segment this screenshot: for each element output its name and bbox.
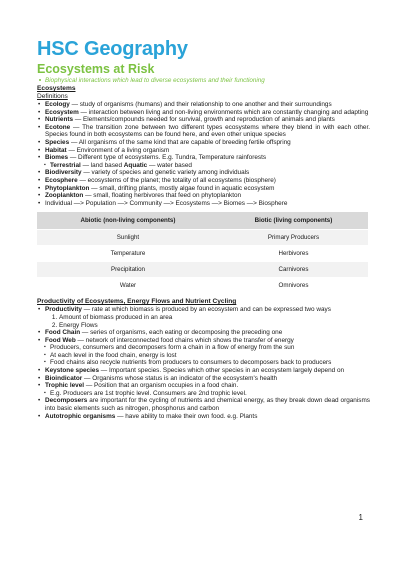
list-item: • Ecosystem — interaction between living and non-living environments which are constantly changing and adapting — [37, 109, 370, 117]
list-item: • Food Web — network of interconnected food chains which shows the transfer of energy — [37, 337, 370, 345]
table-row — [37, 230, 368, 246]
table-cell: Omnivores — [219, 278, 368, 294]
productivity-list — [37, 306, 370, 314]
list-item: • Phytoplankton — small, drifting plants, mostly algae found in aquatic ecosystem — [37, 185, 370, 193]
list-item: • Biodiversity — variety of species and genetic variety among individuals — [37, 169, 370, 177]
list-item: • Productivity — rate at which biomass is produced by an ecosystem and can be expressed two ways — [37, 306, 370, 314]
definitions-list — [37, 101, 370, 207]
numbered-item: 1. Amount of biomass produced in an area — [59, 314, 370, 322]
productivity-ways-list — [37, 314, 370, 329]
list-subitem: ▪ Food chains also recycle nutrients from producers to consumers to decomposers back to producers — [37, 359, 370, 367]
topic-title: Ecosystems at Risk — [37, 62, 155, 76]
subheading-definitions: Definitions — [37, 93, 68, 100]
list-item: • Nutrients — Elements/compounds needed for survival, growth and reproduction of animals and plants — [37, 116, 370, 124]
table-cell: Primary Producers — [219, 230, 368, 246]
list-subitem: ▪ At each level in the food chain, energy is lost — [37, 352, 370, 360]
list-item: • Ecotone — The transition zone between two different types ecosystems where they blend in with each other. Species found in both ecosystems can be found here, and even other unique species — [37, 124, 370, 139]
table-cell: Water — [37, 278, 219, 294]
topic-tagline: Biophysical interactions which lead to diverse ecosystems and their functioning — [37, 77, 370, 85]
list-item: • Bioindicator — Organisms whose status is an indicator of the ecosystem's health — [37, 375, 370, 383]
list-item: • Species — All organisms of the same kind that are capable of breeding fertile offspring — [37, 139, 370, 147]
list-subitem: ▪ Producers, consumers and decomposers form a chain in a flow of energy from the sun — [37, 344, 370, 352]
list-item: • Food Chain — series of organisms, each eating or decomposing the preceding one — [37, 329, 370, 337]
list-item: • Ecology — study of organisms (humans) and their relationship to one another and their surroundings — [37, 101, 370, 109]
table-row — [37, 262, 368, 278]
table-row — [37, 278, 368, 294]
list-subitem: ▪ Terrestrial — land based Aquatic — water based — [37, 162, 370, 170]
table-header: Biotic (living components) — [219, 212, 368, 230]
list-item: • Keystone species — Important species. Species which other species in an ecosystem largely depend on — [37, 367, 370, 375]
table-cell: Herbivores — [219, 246, 368, 262]
section-heading-ecosystems: Ecosystems — [37, 85, 76, 92]
table-header-row — [37, 212, 368, 230]
list-item: • Individual —> Population —> Community —> Ecosystems —> Biomes —> Biosphere — [37, 200, 370, 208]
table-header: Abiotic (non-living components) — [37, 212, 219, 230]
list-item: • Biomes — Different type of ecosystems. E.g. Tundra, Temperature rainforests — [37, 154, 370, 162]
list-subitem: ▪ E.g. Producers are 1st trophic level. Consumers are 2nd trophic level. — [37, 390, 370, 398]
energy-flow-list — [37, 329, 370, 420]
document-title: HSC Geography — [37, 38, 188, 60]
bullet-icon — [39, 79, 41, 81]
numbered-item: 2. Energy Flows — [59, 322, 370, 330]
section-heading-productivity: Productivity of Ecosystems, Energy Flows and Nutrient Cycling — [37, 298, 237, 306]
list-item: • Habitat — Environment of a living organism — [37, 147, 370, 155]
list-item: • Zooplankton — small, floating herbivores that feed on phytoplankton — [37, 192, 370, 200]
table-cell: Carnivores — [219, 262, 368, 278]
table-cell: Temperature — [37, 246, 219, 262]
list-item: • Decomposers are important for the cycling of nutrients and chemical energy, as they break down dead organisms into basic elements such as nitrogen, phosphorus and carbon — [37, 397, 370, 412]
page-number: 1 — [358, 513, 363, 522]
list-item: • Trophic level — Position that an organism occupies in a food chain. — [37, 382, 370, 390]
table-row — [37, 246, 368, 262]
table-cell: Sunlight — [37, 230, 219, 246]
table-cell: Precipitation — [37, 262, 219, 278]
components-table — [37, 212, 368, 293]
list-item: • Autotrophic organisms — have ability to make their own food. e.g. Plants — [37, 413, 370, 421]
list-item: • Ecosphere — ecosystems of the planet; the totality of all ecosystems (biosphere) — [37, 177, 370, 185]
